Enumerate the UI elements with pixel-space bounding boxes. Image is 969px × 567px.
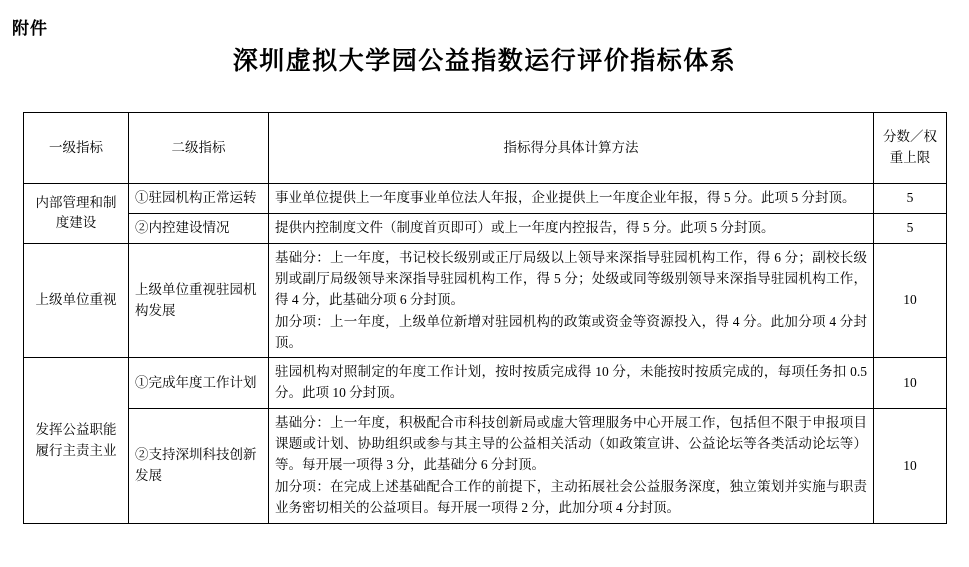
page-title: 深圳虚拟大学园公益指数运行评价指标体系 <box>232 48 737 75</box>
cell-scoring-method <box>269 358 874 409</box>
scoring-method-paragraph: 驻园机构对照制定的年度工作计划，按时按质完成得 10 分，未能按时按质完成的，每项任务扣 0.5 分。此项 10 分封顶。 <box>275 364 867 401</box>
column-header-level2: 二级指标 <box>129 113 269 184</box>
cell-score-limit: 10 <box>874 358 947 409</box>
index-table <box>23 112 947 524</box>
scoring-method-paragraph: 基础分：上一年度，书记校长级别或正厅局级以上领导来深指导驻园机构工作，得 6 分；副校长级别或副厅局级领导来深指导驻园机构工作，得 5 分；处级或同等级别领导来深指导驻园机构工作，得 4 分，此基础分项 6 分封顶。 <box>275 249 867 307</box>
cell-level1-indicator: 内部管理和制度建设 <box>24 184 129 244</box>
table-body <box>24 184 947 524</box>
cell-level1-indicator: 上级单位重视 <box>24 243 129 358</box>
cell-scoring-method <box>269 409 874 524</box>
column-header-score: 分数／权重上限 <box>874 113 947 184</box>
cell-score-limit: 10 <box>874 243 947 358</box>
scoring-method-paragraph: 加分项：在完成上述基础配合工作的前提下，主动拓展社会公益服务深度，独立策划并实施与职责业务密切相关的公益项目。每开展一项得 2 分，此加分项 4 分封顶。 <box>275 479 867 515</box>
cell-level2-indicator: ①驻园机构正常运转 <box>129 184 269 214</box>
index-table-container <box>23 112 946 524</box>
cell-score-limit: 5 <box>874 184 947 214</box>
cell-level2-indicator: ②支持深圳科技创新发展 <box>129 409 269 524</box>
table-row <box>24 243 947 358</box>
attachment-label: 附件 <box>12 19 48 38</box>
cell-level2-indicator: ①完成年度工作计划 <box>129 358 269 409</box>
cell-level1-indicator: 发挥公益职能履行主责主业 <box>24 358 129 523</box>
table-row <box>24 184 947 214</box>
cell-level2-indicator: ②内控建设情况 <box>129 213 269 243</box>
cell-score-limit: 10 <box>874 409 947 524</box>
cell-scoring-method <box>269 184 874 214</box>
table-row <box>24 358 947 409</box>
column-header-method: 指标得分具体计算方法 <box>269 113 874 184</box>
scoring-method-paragraph: 事业单位提供上一年度事业单位法人年报，企业提供上一年度企业年报，得 5 分。此项 5 分封顶。 <box>275 190 856 205</box>
column-header-level1: 一级指标 <box>24 113 129 184</box>
cell-scoring-method <box>269 243 874 358</box>
table-header <box>24 113 947 184</box>
scoring-method-paragraph: 提供内控制度文件（制度首页即可）或上一年度内控报告，得 5 分。此项 5 分封顶。 <box>275 219 775 235</box>
scoring-method-paragraph: 基础分：上一年度，积极配合市科技创新局或虚大管理服务中心开展工作，包括但不限于申报项目课题或计划、协助组织或参与其主导的公益相关活动（如政策宣讲、公益论坛等各类活动论坛等）等。每开展一项得 3 分，此基础分 6 分封顶。 <box>275 415 867 473</box>
table-row <box>24 409 947 524</box>
table-header-row <box>24 113 947 184</box>
scoring-method-paragraph: 加分项：上一年度，上级单位新增对驻园机构的政策或资金等资源投入，得 4 分。此加分项 4 分封顶。 <box>275 313 867 350</box>
table-row <box>24 213 947 243</box>
cell-level2-indicator: 上级单位重视驻园机构发展 <box>129 243 269 358</box>
cell-scoring-method <box>269 213 874 243</box>
cell-score-limit: 5 <box>874 213 947 243</box>
